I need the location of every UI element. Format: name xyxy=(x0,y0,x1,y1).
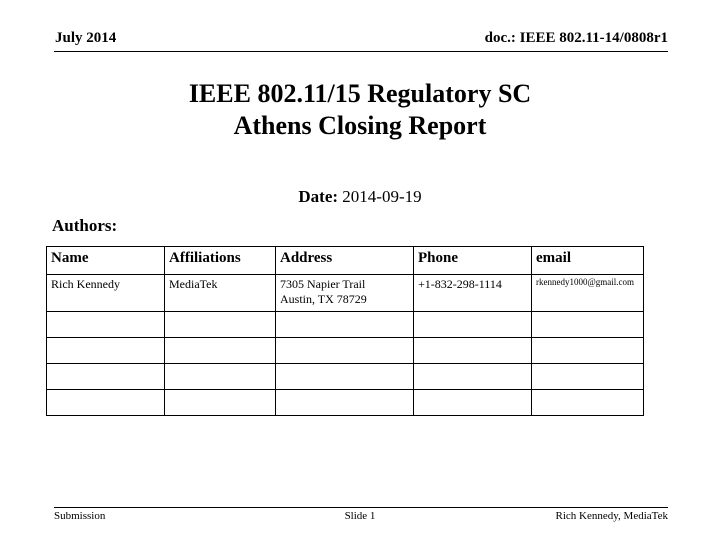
footer-divider xyxy=(54,507,668,508)
table-cell xyxy=(165,364,276,390)
column-header-affiliations: Affiliations xyxy=(165,247,276,275)
slide-title xyxy=(0,78,720,142)
author-address-line-2: Austin, TX 78729 xyxy=(280,292,367,306)
authors-label: Authors: xyxy=(52,216,118,235)
table-cell xyxy=(47,364,165,390)
table-cell xyxy=(414,338,532,364)
table-cell xyxy=(165,338,276,364)
table-cell xyxy=(276,338,414,364)
table-cell xyxy=(165,390,276,416)
footer-slide-number: Slide 1 xyxy=(344,510,376,522)
footer-submission: Submission xyxy=(54,510,106,522)
author-name: Rich Kennedy xyxy=(47,275,165,312)
column-header-name: Name xyxy=(47,247,165,275)
table-row xyxy=(47,275,644,312)
table-cell xyxy=(532,364,644,390)
author-affiliation: MediaTek xyxy=(165,275,276,312)
slide-title-line-2: Athens Closing Report xyxy=(233,111,487,140)
header-date: July 2014 xyxy=(55,30,117,46)
table-cell xyxy=(532,390,644,416)
table-cell xyxy=(414,364,532,390)
author-email: rkennedy1000@gmail.com xyxy=(532,275,644,312)
table-cell xyxy=(414,390,532,416)
table-cell xyxy=(276,364,414,390)
footer-author: Rich Kennedy, MediaTek xyxy=(555,510,668,522)
slide-title-line-1: IEEE 802.11/15 Regulatory SC xyxy=(188,79,532,108)
date-label: Date: xyxy=(298,187,339,206)
table-header-row xyxy=(47,247,644,275)
table-row-empty xyxy=(47,364,644,390)
table-cell xyxy=(532,338,644,364)
date-line xyxy=(0,187,720,207)
table-cell xyxy=(276,390,414,416)
table-cell xyxy=(165,312,276,338)
column-header-phone: Phone xyxy=(414,247,532,275)
column-header-address: Address xyxy=(276,247,414,275)
authors-table xyxy=(46,246,644,416)
table-row-empty xyxy=(47,338,644,364)
table-cell xyxy=(414,312,532,338)
table-cell xyxy=(47,338,165,364)
table-cell xyxy=(47,312,165,338)
table-cell xyxy=(276,312,414,338)
header-divider xyxy=(54,51,668,52)
table-row-empty xyxy=(47,312,644,338)
author-phone: +1-832-298-1114 xyxy=(414,275,532,312)
header-doc-id: doc.: IEEE 802.11-14/0808r1 xyxy=(484,30,668,46)
table-cell xyxy=(47,390,165,416)
column-header-email: email xyxy=(532,247,644,275)
date-value: 2014-09-19 xyxy=(342,187,422,206)
table-cell xyxy=(532,312,644,338)
author-address xyxy=(276,275,414,312)
table-row-empty xyxy=(47,390,644,416)
author-address-line-1: 7305 Napier Trail xyxy=(280,277,366,291)
